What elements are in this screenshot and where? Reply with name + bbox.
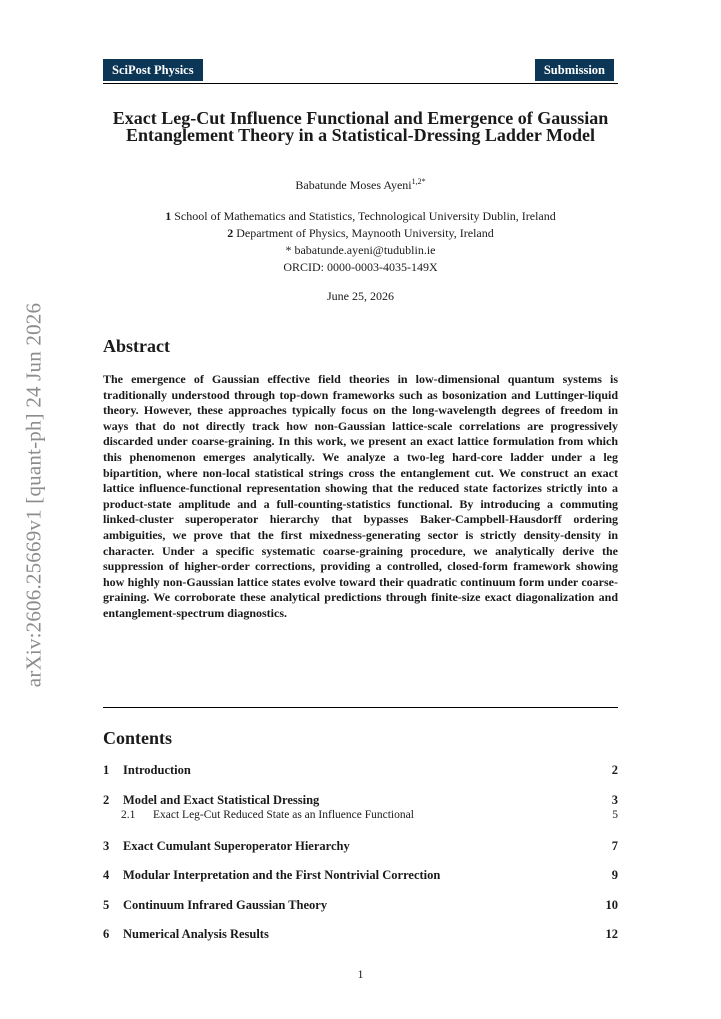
- publication-date: June 25, 2026: [327, 289, 394, 303]
- affiliation-text: Department of Physics, Maynooth University, Ireland: [236, 226, 494, 240]
- submission-badge: Submission: [535, 59, 614, 81]
- arxiv-identifier-stamp: arXiv:2606.25669v1 [quant-ph] 24 Jun 2026: [21, 302, 46, 688]
- page-number: 1: [357, 967, 364, 981]
- toc-entry-page: 10: [605, 898, 618, 912]
- toc-entry-number: 1: [103, 763, 110, 777]
- affiliations-block: [103, 208, 618, 276]
- section-divider: [103, 707, 618, 708]
- toc-entry-numerical-analysis[interactable]: [103, 927, 618, 942]
- toc-entry-model[interactable]: [103, 793, 618, 808]
- author-email[interactable]: * babatunde.ayeni@tudublin.ie: [285, 243, 436, 257]
- toc-entry-leg-cut-reduced-state[interactable]: [103, 809, 618, 824]
- affiliation-1: [103, 208, 618, 225]
- toc-entry-modular-interpretation[interactable]: [103, 868, 618, 883]
- abstract-text: The emergence of Gaussian effective field theories in low-dimensional quantum systems is traditionally understood through top-down frameworks such as bosonization and Luttinger-liquid theory. However, these approaches typically focus on the long-wavelength degrees of freedom in ways that do not directly track how non-Gaussian lattice-scale correlations are progressively discarded under coarse-graining. In this work, we present an exact lattice formulation from which this phenomenon emerges analytically. We analyze a two-leg hard-core ladder under a leg bipartition, where non-local statistical strings cross the entanglement cut. We construct an exact lattice influence-functional representation showing that the reduced state factorizes strictly into a product-state amplitude and a full-counting-statistics functional. By introducing a commuting linked-cluster superoperator hierarchy that bypasses Baker-Campbell-Hausdorff ordering ambiguities, we prove that the first mixedness-generating sector is strictly density-density in character. Under a specific systematic coarse-graining procedure, we analytically derive the suppression of higher-order corrections, providing a controlled, closed-form framework showing how highly non-Gaussian lattice states evolve toward their quadratic continuum form under coarse-graining. We corroborate these analytical predictions through finite-size exact diagonalization and entanglement-spectrum diagnostics.: [103, 372, 618, 620]
- toc-entry-page: 3: [611, 793, 618, 807]
- toc-entry-number: 5: [103, 898, 110, 912]
- toc-entry-label: Continuum Infrared Gaussian Theory: [123, 898, 328, 912]
- author-line: [103, 177, 618, 193]
- toc-entry-label: Modular Interpretation and the First Nontrivial Correction: [123, 868, 441, 882]
- toc-entry-label: Exact Leg-Cut Reduced State as an Influence Functional: [153, 809, 414, 821]
- toc-entry-label: Model and Exact Statistical Dressing: [123, 793, 320, 807]
- toc-entry-page: 2: [611, 763, 618, 777]
- toc-entry-number: 3: [103, 839, 110, 853]
- paper-title: Exact Leg-Cut Influence Functional and Emergence of Gaussian Entanglement Theory in a Statistical-Dressing Ladder Model: [112, 108, 609, 145]
- journal-header: [103, 59, 618, 84]
- affiliation-text: School of Mathematics and Statistics, Technological University Dublin, Ireland: [174, 209, 556, 223]
- toc-entry-continuum-theory[interactable]: [103, 898, 618, 913]
- author-affiliation-marks: 1,2*: [411, 177, 426, 186]
- toc-entry-number: 2.1: [121, 809, 136, 821]
- toc-entry-number: 4: [103, 868, 110, 882]
- affiliation-number: 2: [227, 226, 234, 240]
- affiliation-2: [103, 225, 618, 242]
- abstract-heading: Abstract: [103, 336, 170, 356]
- author-orcid[interactable]: ORCID: 0000-0003-4035-149X: [283, 260, 438, 274]
- affiliation-number: 1: [165, 209, 172, 223]
- toc-entry-number: 6: [103, 927, 110, 941]
- toc-entry-number: 2: [103, 793, 110, 807]
- toc-entry-label: Introduction: [123, 763, 191, 777]
- toc-entry-label: Numerical Analysis Results: [123, 927, 269, 941]
- toc-entry-introduction[interactable]: [103, 763, 618, 778]
- toc-entry-page: 9: [611, 868, 618, 882]
- toc-entry-page: 7: [611, 839, 618, 853]
- journal-badge: SciPost Physics: [103, 59, 203, 81]
- toc-entry-label: Exact Cumulant Superoperator Hierarchy: [123, 839, 350, 853]
- toc-entry-cumulant-hierarchy[interactable]: [103, 839, 618, 854]
- toc-entry-page: 5: [612, 809, 618, 821]
- author-name: Babatunde Moses Ayeni: [295, 178, 412, 192]
- contents-heading: Contents: [103, 728, 173, 748]
- toc-entry-page: 12: [605, 927, 618, 941]
